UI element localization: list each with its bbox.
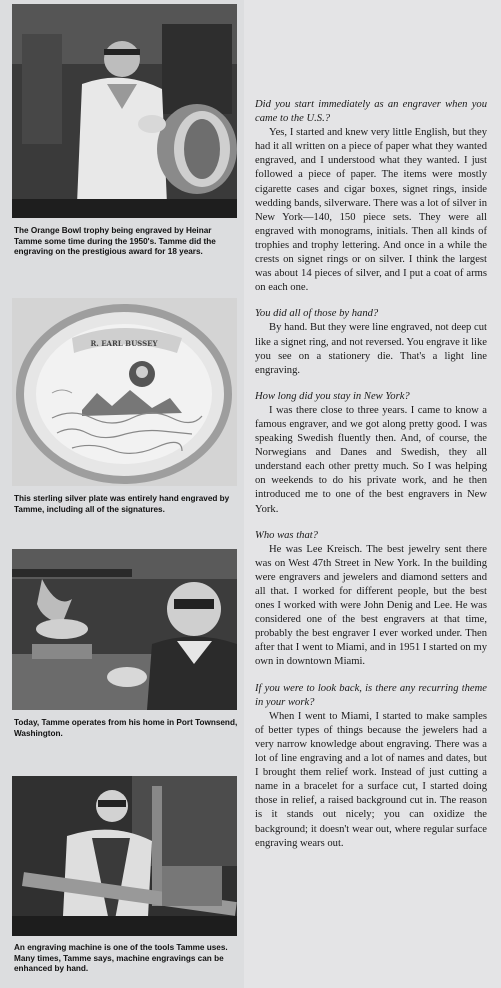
caption-tamme-today: Today, Tamme operates from his home in Port Townsend, Washington. [14, 718, 238, 738]
photo-tamme-today [12, 549, 237, 710]
question: You did all of those by hand? [255, 308, 379, 320]
caption-engraving-machine: An engraving machine is one of the tools Tamme uses. Many times, Tamme says, machine engravings can be enhanced by hand. [14, 943, 228, 973]
qa-block [255, 98, 487, 295]
answer: Yes, I started and knew very little English, but they had it all written on a piece of paper what they wanted engraved, and I understood what they wanted. I just followed a piece of paper. The items were mostly cigarette cases and cigar boxes, signet rings, inside wedding bands, silverware. There was a lot of silver in New York—140, 150 piece sets. They were all engraved with monograms, initials. Then all kinds of trophies and trophy lettering. And once in a while the crests on signet rings or on silver. I think the largest was about 14 pieces of silver, and I put a coat of arms on each one. [255, 127, 487, 294]
qa-block [255, 682, 487, 851]
photo-engraving-machine [12, 776, 237, 936]
answer: He was Lee Kreisch. The best jewelry sent there was on West 47th Street in New York. In the building were engravers and jewelers and diamond setters and all that. I worked for different people, but the best ones I worked with were John Denig and Lee. He was considered one of the best engravers at that time, probably the best engraver I ever worked under. Then after that I went to Miami, and in 1951 I started on my own in downtown Miami. [255, 543, 487, 668]
qa-block [255, 307, 487, 377]
answer: By hand. But they were line engraved, not deep cut like a signet ring, and not reversed. You engrave it like you see on a stationery die. That's a light line engraving. [255, 322, 487, 376]
qa-block [255, 390, 487, 517]
question: How long did you stay in New York? [255, 390, 410, 402]
photo-column [0, 0, 244, 988]
answer: I was there close to three years. I came to know a famous engraver, and we got along pretty good. I was speaking Swedish fluently then. And, of course, the Norwegians and Danes and Swedish, they all understand each other pretty much. So I was helping on weekends to do his private work, and he then introduced me to one of the best engravers in New York. [255, 404, 487, 515]
question: Did you start immediately as an engraver when you came to the U.S.? [255, 99, 487, 125]
caption-plate: This sterling silver plate was entirely hand engraved by Tamme, including all of the signatures. [14, 494, 230, 514]
plate-engraving-text: R. EARL BUSSEY [90, 339, 158, 348]
photo-trophy-engraving [12, 4, 237, 218]
question: Who was that? [255, 529, 318, 541]
answer: When I went to Miami, I started to make samples of better types of things because the jewelers had a very narrow knowledge about engraving. There was a lot of line engraving and a lot of names and dates, but I brought them relief work. Instead of just cutting a name in a bracelet for a surface cut, I started doing those in relief, a raised background cut in. The reason is it stands out nicely; you can oxidize the background; it doesn't wear out, where regular surface engraving wears out. [255, 710, 487, 849]
qa-block [255, 529, 487, 670]
interview-column [255, 98, 487, 863]
photo-silver-plate [12, 298, 237, 486]
question: If you were to look back, is there any recurring theme in your work? [255, 682, 487, 708]
caption-trophy: The Orange Bowl trophy being engraved by Heinar Tamme some time during the 1950's. Tamme did the engraving on the prestigious award for 18 years. [14, 226, 216, 256]
